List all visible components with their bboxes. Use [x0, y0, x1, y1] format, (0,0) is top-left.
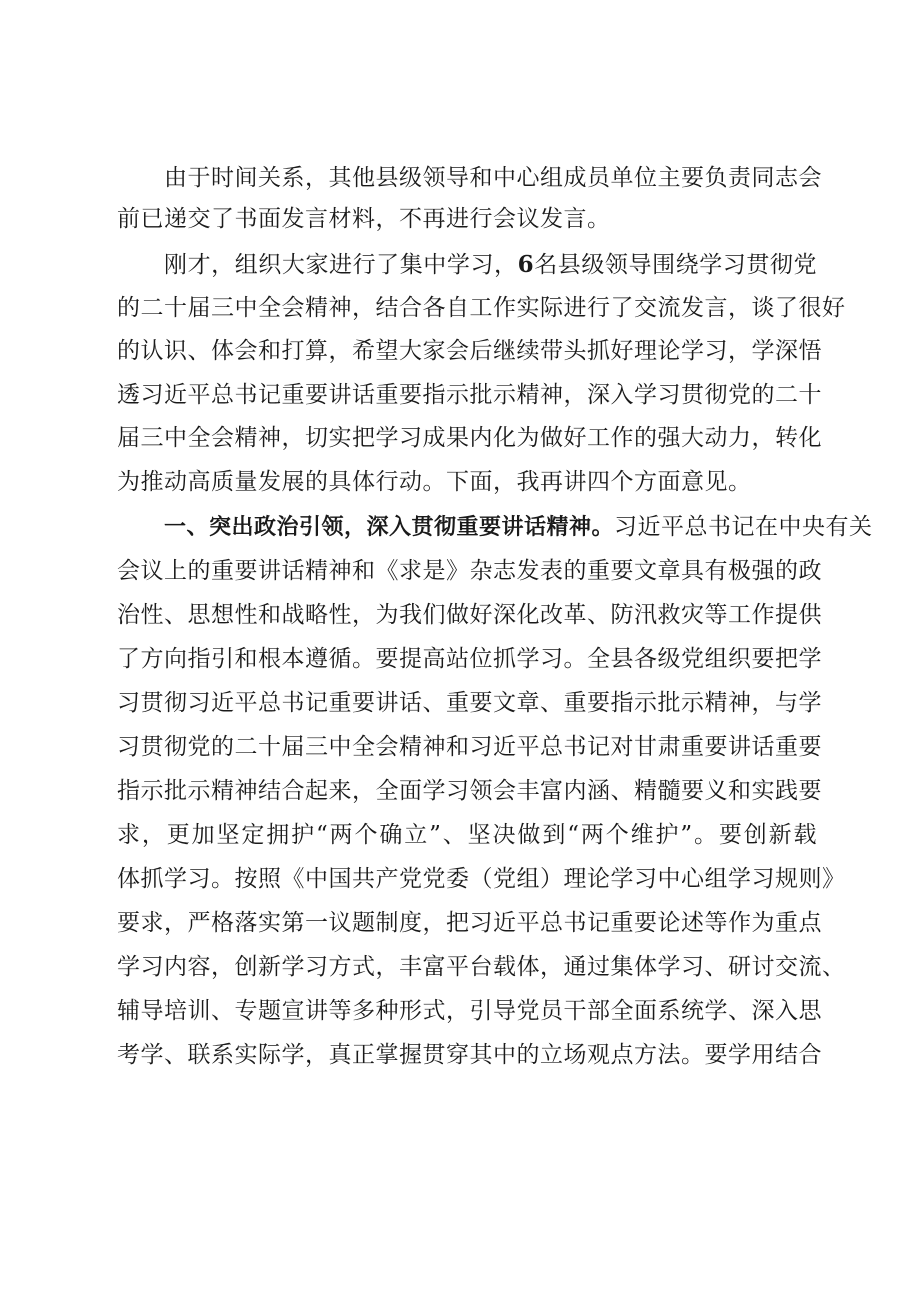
paragraph-3-line-1-rest: 习近平总书记在中央有关 — [614, 514, 873, 540]
paragraph-2-line-1-suffix: 名县级领导围绕学习贯彻党 — [534, 252, 818, 278]
paragraph-3-line-2: 会议上的重要讲话精神和《求是》杂志发表的重要文章具有极强的政 — [117, 558, 822, 584]
paragraph-2-number: 6 — [517, 251, 535, 278]
paragraph-2-line-1 — [164, 245, 817, 285]
paragraph-2-line-1-prefix: 刚才，组织大家进行了集中学习， — [164, 252, 518, 278]
paragraph-2-line-6: 为推动高质量发展的具体行动。下面，我再讲四个方面意见。 — [117, 469, 752, 495]
section-heading: 一、突出政治引领，深入贯彻重要讲话精神。 — [164, 515, 615, 540]
paragraph-3-line-8: 求，更加坚定拥护“两个确立”、坚决做到“两个维护”。要创新载 — [117, 822, 817, 848]
paragraph-2-line-3: 的认识、体会和打算，希望大家会后继续带头抓好理论学习，学深悟 — [117, 338, 822, 364]
paragraph-3-line-10: 要求，严格落实第一议题制度，把习近平总书记重要论述等作为重点 — [117, 910, 822, 936]
paragraph-3-line-1 — [164, 507, 873, 547]
paragraph-3-line-4: 了方向指引和根本遵循。要提高站位抓学习。全县各级党组织要把学 — [117, 646, 822, 672]
paragraph-2-line-5: 届三中全会精神，切实把学习成果内化为做好工作的强大动力，转化 — [117, 425, 822, 451]
paragraph-3-line-3: 治性、思想性和战略性，为我们做好深化改革、防汛救灾等工作提供 — [117, 602, 822, 628]
paragraph-3-line-9: 体抓学习。按照《中国共产党党委（党组）理论学习中心组学习规则》 — [117, 866, 846, 892]
paragraph-2-line-2: 的二十届三中全会精神，结合各自工作实际进行了交流发言，谈了很好 — [117, 295, 846, 321]
paragraph-2-line-4: 透习近平总书记重要讲话重要指示批示精神，深入学习贯彻党的二十 — [117, 382, 822, 408]
paragraph-3-line-11: 学习内容，创新学习方式，丰富平台载体，通过集体学习、研讨交流、 — [117, 954, 846, 980]
paragraph-3-line-5: 习贯彻习近平总书记重要讲话、重要文章、重要指示批示精神，与学 — [117, 690, 822, 716]
paragraph-3-line-13: 考学、联系实际学，真正掌握贯穿其中的立场观点方法。要学用结合 — [117, 1042, 822, 1068]
paragraph-3-line-12: 辅导培训、专题宣讲等多种形式，引导党员干部全面系统学、深入思 — [117, 998, 822, 1024]
paragraph-1-line-1: 由于时间关系，其他县级领导和中心组成员单位主要负责同志会 — [164, 165, 822, 191]
paragraph-3-line-6: 习贯彻党的二十届三中全会精神和习近平总书记对甘肃重要讲话重要 — [117, 734, 822, 760]
paragraph-3-line-7: 指示批示精神结合起来，全面学习领会丰富内涵、精髓要义和实践要 — [117, 778, 822, 804]
paragraph-1-line-2: 前已递交了书面发言材料，不再进行会议发言。 — [117, 206, 611, 232]
